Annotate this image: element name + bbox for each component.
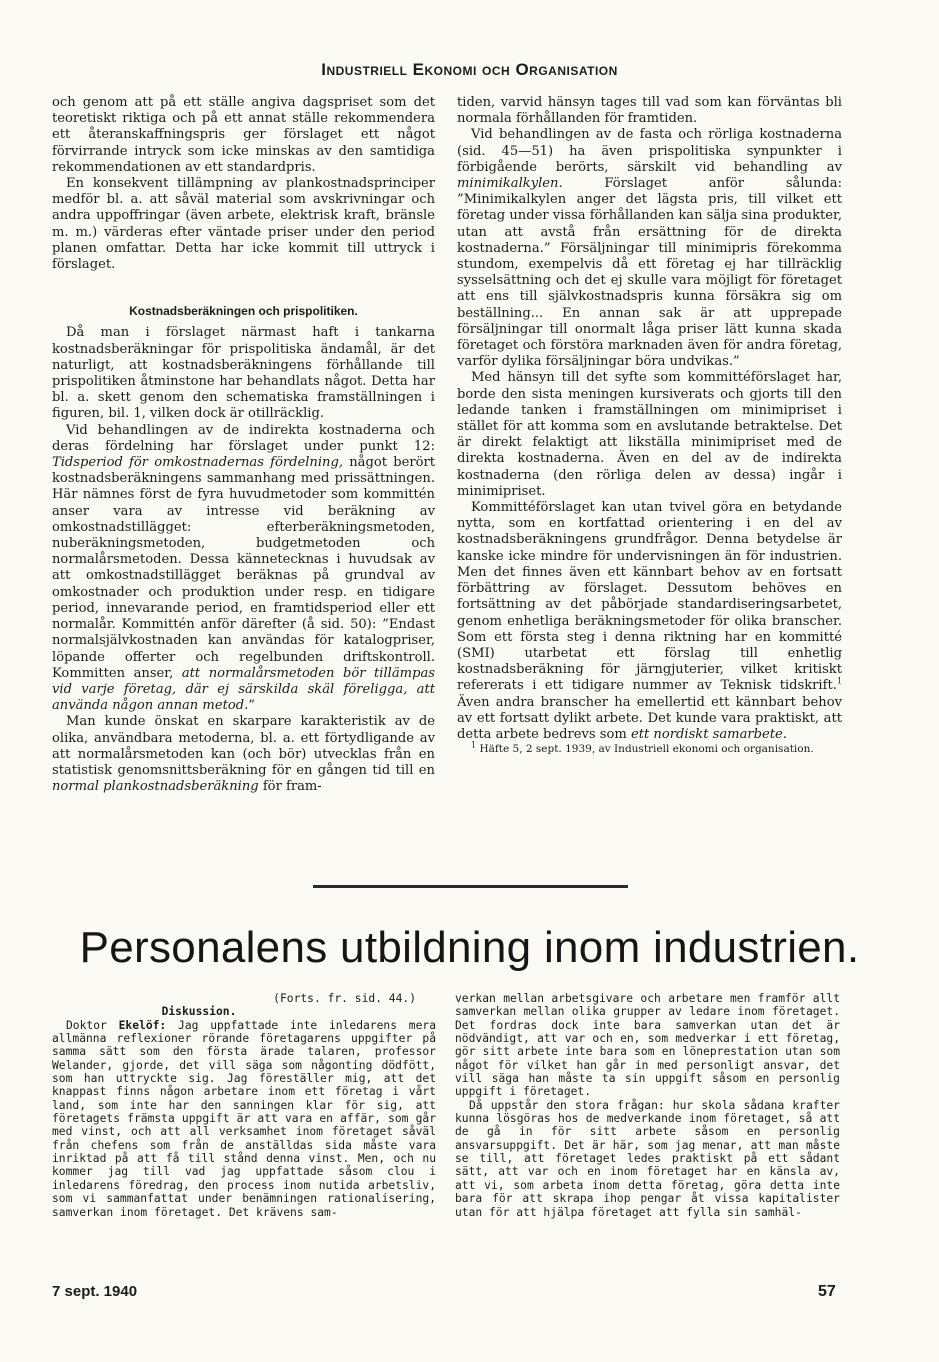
paragraph: verkan mellan arbetsgivare och arbetare men framför allt samverkan mellan olika grupper av ledare inom företaget. Det fordras dock inte bara samverkan utan det är nödvändigt, att var och en, som medverkar i ett företag, gör sitt arbete inte bara som en löneprestation utan som något för vilket han går in med personligt ansvar, det vill säga han måste ta sin uppgift såsom en personlig uppgift i företaget. [455,992,840,1099]
lower-right-column [455,992,840,1219]
paragraph: Doktor Ekelöf: Jag uppfattade inte inledarens mera allmänna reflexioner rörande företagarens uppgifter på samma sätt som den första ärade talaren, professor Welander, gjorde, det vill säga som någonting dödfött, som han uttryckte sig. Jag föreställer mig, att det knappast finns någon arbetare inom ett företag i vårt land, som inte har den sanningen klar för sig, att företagets främsta uppgift är att vara en affär, som går med vinst, och att all verksamhet inom företaget såväl från chefens som från de anställdas sida måste vara inriktad på att få till stånd denna vinst. Men, och nu kommer jag till vad jag uppfattade såsom clou i inledarens föredrag, den process inom nutida arbetsliv, som vi sammanfattat under benämningen rationalisering, samverkan inom företaget. Det krävens sam- [52,1018,437,1219]
article-title: Personalens utbildning inom industrien. [79,923,860,972]
paragraph: och genom att på ett ställe angiva dagspriset som det teoretiskt riktiga och på ett annat ställe rekommendera ett återanskaffningspris ger förslaget ett något förvirrande intryck som icke minskas av den samtidiga rekommendationen av ett standardpris. [52,95,435,175]
section-divider [313,885,628,888]
paragraph: Vid behandlingen av de indirekta kostnaderna och deras fördelning har förslaget under punkt 12: Tidsperiod för omkostnadernas fördelning, något berört kostnadsberäkningens sammanhang med prissättningen. Här nämnes först de fyra huvudmetoder som kommittén anser vara av intresse vid beräkning av omkostnadstillägget: efterberäkningsmetoden, nuberäkningsmetoden, budgetmetoden och normalårsmetoden. Dessa kännetecknas i huvudsak av att omkostnadstillägget beräknas på grundval av omkostnader och produktion under resp. en tidigare period, innevarande period, en framtidsperiod eller ett normalår. Kommittén anför därefter (å sid. 50): ”Endast normalsjälvkostnaden kan användas för katalogpriser, löpande offerter och regelbunden driftskontroll. Kommitten anser, att normalårsmetoden bör tillämpas vid varje företag, där ej särskilda skäl föreligga, att använda någon annan metod.” [52,422,435,714]
paragraph: Då man i förslaget närmast haft i tankarna kostnadsberäkningar för prispolitiska ändamål, är det naturligt, att kostnadsberäkningens förhållande till prispolitiken åtminstone har behandlats något. Detta har bl. a. skett genom den schematiska framställningen i figuren, bil. 1, vilken dock är otillräcklig. [52,325,435,422]
paragraph: Vid behandlingen av de fasta och rörliga kostnaderna (sid. 45—51) ha även prispolitiska synpunkter i förbigående berörts, särskilt vid behandling av minimikalkylen. Förslaget anför sålunda: ”Minimikalkylen anger det lägsta pris, till vilket ett företag under vissa förhållanden kan sälja sina produkter, utan att avstå från ersättning för de direkta kostnaderna.” Försäljningar till minimipris förekomma stundom, exempelvis då ett företag ej har tillräcklig sysselsättning och det ej skulle vara möjligt för företaget att ens till självkostnadspris kunna försäkra sig om beställning... En annan sak är att upprepade försäljningar till onormalt låga priser lätt kunna skada företaget och förstöra marknaden även för andra företag, varför dylika försäljningar böra undvikas.” [457,127,842,370]
paragraph: Då uppstår den stora frågan: hur skola sådana krafter kunna lösgöras hos de medverkande inom företaget, så att de gå in för sitt arbete såsom en personlig ansvarsuppgift. Det är här, som jag menar, att man måste se till, att företaget ledes praktiskt på ett sådant sätt, att var och en inom företaget har en känsla av, att vi, som arbeta inom detta företag, göra detta inte bara för att skrapa ihop pengar åt vissa kapitalister utan för att hjälpa företaget att fylla sin samhäl- [455,1098,840,1219]
footnote-reference: 1 [836,676,842,686]
upper-left-column [52,95,435,795]
section-heading: Diskussion. [161,1005,237,1019]
upper-right-column [457,95,842,756]
issue-date: 7 sept. 1940 [52,1283,138,1300]
page-number: 57 [818,1283,836,1300]
paragraph: En konsekvent tillämpning av plankostnadsprinciper medför bl. a. att såväl material som avskrivningar och andra uppoffringar (även arbete, elektrisk kraft, bränsle m. m.) värderas efter väntade priser under den period planen omfattar. Detta har icke kommit till uttryck i förslaget. [52,176,435,273]
lower-left-column [52,992,436,1219]
paragraph: Kommittéförslaget kan utan tvivel göra en betydande nytta, som en kortfattad orientering i en del av kostnadsberäkningens grundfrågor. Denna betydelse är kanske icke mindre för undervisningen än för industrien. Men det finnes även ett kännbart behov av en fortsatt förbättring av förslaget. Dessutom behöves en fortsättning av det påbörjade standardiseringsarbetet, genom enhetliga beräkningsmetoder för olika branscher. Som ett första steg i denna riktning har en kommitté (SMI) utarbetat ett förslag till enhetlig kostnadsberäkning för järngjuterier, vilket kritiskt refererats i ett tidigare nummer av Teknisk tidskrift.$^1$ Även andra branscher ha emellertid ett kännbart behov av ett fortsatt dylikt arbete. Det kunde vara praktiskt, att detta arbete bedrevs som ett nordiskt samarbete. [457,500,842,742]
speaker-name: Ekelöf: [118,1018,167,1032]
footnote: $^1$ Häfte 5, 2 sept. 1939, av Industriell ekonomi och organisation. [471,740,814,756]
running-header: Industriell Ekonomi och Organisation [321,60,618,79]
section-heading: Kostnadsberäkningen och prispolitiken. [129,304,358,319]
paragraph: Man kunde önskat en skarpare karakteristik av de olika, användbara metoderna, bl. a. ett förtydligande av att normalårsmetoden kan (och bör) utvecklas från en statistisk genomsnittsberäkning för en gången tid till en normal plankostnadsberäkning för fram- [52,714,435,795]
paragraph: tiden, varvid hänsyn tages till vad som kan förväntas bli normala förhållanden för framtiden. [457,95,842,127]
continued-note: (Forts. fr. sid. 44.) [273,992,416,1005]
paragraph: Med hänsyn till det syfte som kommittéförslaget har, borde den sista meningen kursiverats och gjorts till den ledande tanken i framställningen om minimipriset i stället för att komma som en avslutande betraktelse. Det är direkt felaktigt att likställa minimipriset med de direkta kostnaderna. Även en del av de indirekta kostnaderna (den rörliga delen av dessa) ingår i minimipriset. [457,370,842,499]
